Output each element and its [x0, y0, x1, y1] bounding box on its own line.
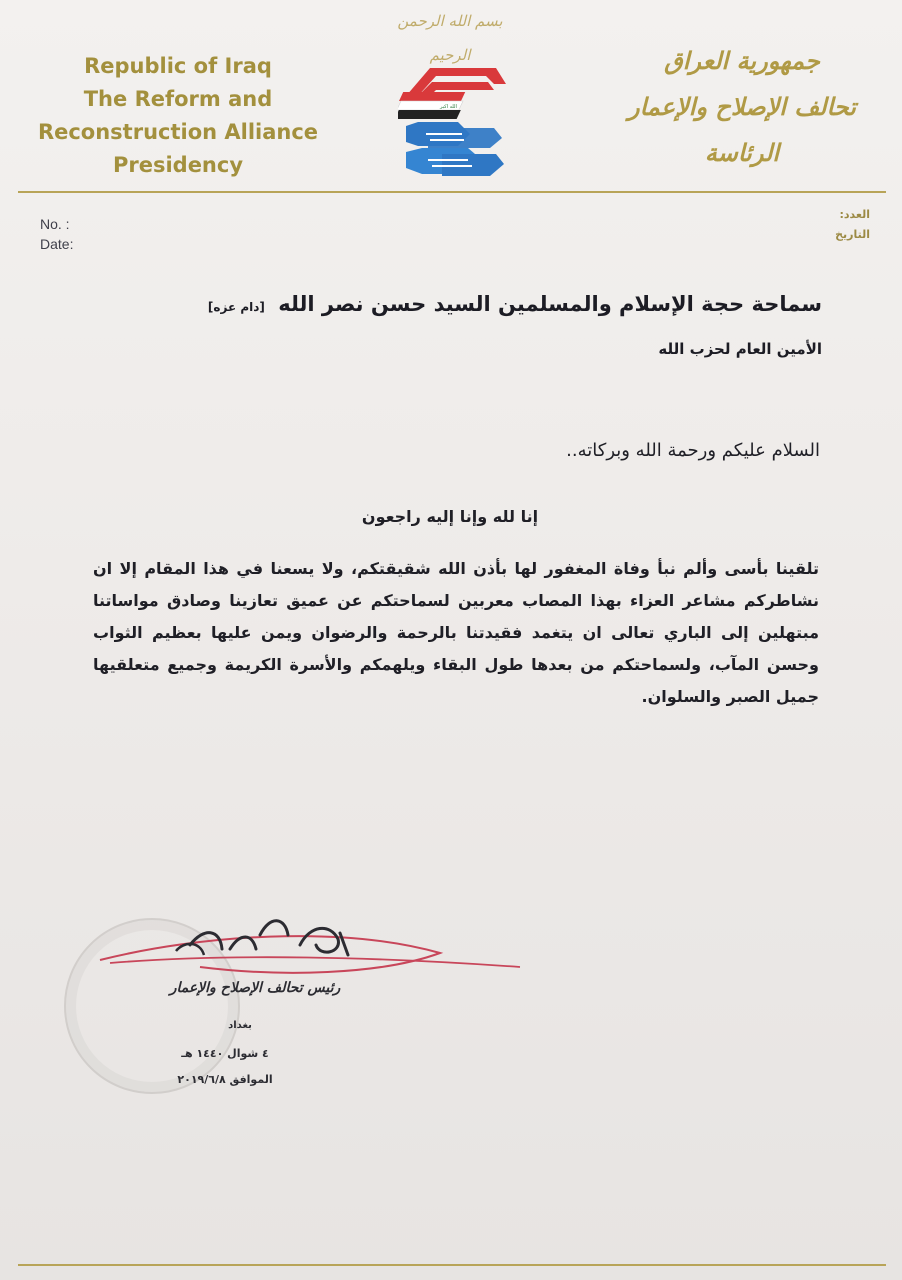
english-letterhead [28, 50, 328, 182]
letterhead-line-ar: تحالف الإصلاح والإعمار [628, 92, 856, 121]
addressee-title: الأمين العام لحزب الله [658, 340, 822, 358]
signature-city: بغداد [228, 1020, 252, 1031]
number-label-ar: العدد: [839, 208, 870, 221]
arabic-letterhead [612, 38, 872, 176]
gregorian-date: الموافق ٢٠١٩/٦/٨ [177, 1073, 273, 1086]
date-label: Date: [40, 236, 74, 252]
addressee-honorific: [دام عزه] [207, 300, 265, 314]
reference-fields-ar [835, 205, 870, 245]
svg-text:الله اكبر: الله اكبر [440, 104, 457, 110]
condolence-verse: إنا لله وإنا إليه راجعون [361, 507, 539, 526]
addressee-name: سماحة حجة الإسلام والمسلمين السيد حسن نصر الله [278, 292, 822, 316]
header-divider [18, 191, 886, 193]
letterhead-line-ar: جمهورية العراق [664, 46, 820, 75]
alliance-logo-icon [398, 56, 508, 186]
greeting: السلام عليكم ورحمة الله وبركاته.. [566, 440, 820, 461]
letterhead-line: Presidency [112, 153, 244, 177]
footer-divider [18, 1264, 886, 1266]
letterhead-line-ar: الرئاسة [704, 138, 780, 167]
signatory-title: رئيس تحالف الإصلاح والإعمار [169, 980, 341, 996]
addressee-line [208, 292, 822, 316]
hijri-date: ٤ شوال ١٤٤٠ هـ [181, 1047, 269, 1060]
reference-fields-en [40, 214, 73, 254]
letterhead-line: Republic of Iraq [84, 54, 272, 78]
handwritten-signature [80, 905, 540, 1015]
letterhead-line: Reconstruction Alliance [37, 120, 319, 144]
date-label-ar: التاريخ [835, 228, 870, 241]
bismillah-calligraphy: بسم الله الرحمن الرحيم [397, 12, 503, 64]
letterhead-line: The Reform and [83, 87, 273, 111]
number-label: No. : [40, 216, 70, 232]
letter-body: تلقينا بأسى وألم نبأ وفاة المغفور لها بأذن الله شقيقتكم، ولا يسعنا في هذا المقام إلا ان نشاطركم مشاعر العزاء بهذا المصاب معربين لسماحتكم عن عميق تعازينا وصادق مواساتنا مبتهلين إلى الباري تعالى ان يتغمد فقيدتنا بالرحمة والرضوان ويمن عليها بعظيم الثواب وحسن المآب، ولسماحتكم من بعدها طول البقاء ويلهمكم والأسرة الكريمة وجميع متعلقيها جميل الصبر والسلوان. [93, 559, 819, 706]
